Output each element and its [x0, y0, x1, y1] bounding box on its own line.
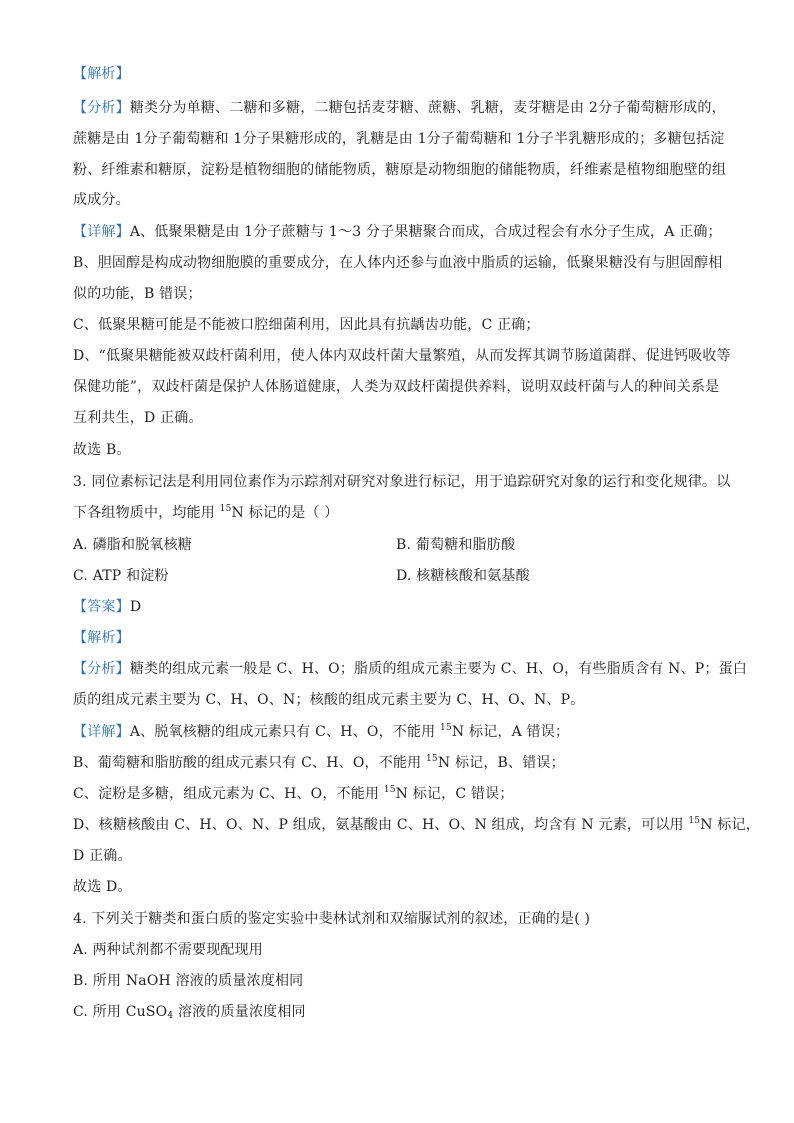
fenxi-tag: 【分析】 — [73, 661, 130, 677]
q3-xiangjie-d: D、核糖核酸由 C、H、O、N、P 组成，氨基酸由 C、H、O、N 组成，均含有 N 元素，可以用 $^{15}$N 标记， — [73, 816, 760, 833]
q2-analysis-heading: 【解析】 — [73, 66, 130, 82]
q3-analysis-heading: 【解析】 — [73, 630, 130, 646]
q2-xiangjie-line-4: C、低聚果糖可能是不能被口腔细菌利用，因此具有抗龋齿功能，C 正确； — [73, 317, 540, 333]
q3-xiangjie-a: 【详解】A、脱氧核糖的组成元素只有 C、H、O，不能用 $^{15}$N 标记，A 错误； — [73, 723, 570, 740]
q2-xiangjie-line-2: B、胆固醇是构成动物细胞膜的重要成分，在人体内还参与血液中脂质的运输，低聚果糖没有与胆固醇相 — [73, 255, 723, 271]
q3-option-a: A. 磷脂和脱氧核糖 — [73, 537, 193, 553]
q3-fenxi-line-2: 质的组成元素主要为 C、H、O、N；核酸的组成元素主要为 C、H、O、N、P。 — [73, 692, 585, 708]
q3-xiangjie-b: B、葡萄糖和脂肪酸的组成元素只有 C、H、O，不能用 $^{15}$N 标记，B、错误； — [73, 754, 565, 771]
q2-xiangjie-line-1: 【详解】A、低聚果糖是由 1分子蔗糖与 1～3 分子果糖聚合而成，合成过程会有水分子生成，A 正确； — [73, 224, 722, 240]
q3-option-b: B. 葡萄糖和脂肪酸 — [396, 537, 516, 553]
q2-fenxi-line-1: 【分析】糖类分为单糖、二糖和多糖，二糖包括麦芽糖、蔗糖、乳糖，麦芽糖是由 2分子葡萄糖形成的， — [73, 100, 726, 116]
q2-choose: 故选 B。 — [73, 442, 131, 458]
q3-xiangjie-c: C、淀粉是多糖，组成元素为 C、H、O，不能用 $^{15}$N 标记，C 错误； — [73, 785, 514, 802]
q4-stem: 4. 下列关于糖类和蛋白质的鉴定实验中斐林试剂和双缩脲试剂的叙述，正确的是( ) — [73, 911, 591, 927]
q2-fenxi-line-3: 粉、纤维素和糖原，淀粉是植物细胞的储能物质，糖原是动物细胞的储能物质，纤维素是植物细胞壁的组 — [73, 162, 727, 178]
q3-xiangjie-d-line-2: D 正确。 — [73, 848, 132, 864]
q2-fenxi-line-4: 成成分。 — [73, 192, 130, 208]
q2-xiangjie-line-6: 保健功能”，双歧杆菌是保护人体肠道健康，人类为双歧杆菌提供养料，说明双歧杆菌与人的种间关系是 — [73, 379, 720, 395]
q3-answer: 【答案】D — [73, 599, 142, 615]
q4-option-b: B. 所用 NaOH 溶液的质量浓度相同 — [73, 973, 304, 989]
answer-tag: 【答案】 — [73, 599, 130, 615]
xiangjie-tag: 【详解】 — [73, 224, 130, 240]
q3-option-c: C. ATP 和淀粉 — [73, 568, 169, 584]
q2-xiangjie-line-3: 似的功能，B 错误； — [73, 286, 202, 302]
q3-stem-line-2: 下各组物质中，均能用 $^{15}$N 标记的是（ ） — [73, 504, 339, 521]
q3-option-d: D. 核糖核酸和氨基酸 — [396, 568, 530, 584]
q3-stem-line-1: 3. 同位素标记法是利用同位素作为示踪剂对研究对象进行标记，用于追踪研究对象的运行和变化规律。以 — [73, 474, 731, 490]
q2-xiangjie-line-5: D、“低聚果糖能被双歧杆菌利用，使人体内双歧杆菌大量繁殖，从而发挥其调节肠道菌群、促进钙吸收等 — [73, 348, 731, 364]
q3-fenxi-line-1: 【分析】糖类的组成元素一般是 C、H、O；脂质的组成元素主要为 C、H、O，有些脂质含有 N、P；蛋白 — [73, 661, 748, 677]
q4-option-a: A. 两种试剂都不需要现配现用 — [73, 942, 264, 958]
q2-xiangjie-line-7: 互利共生，D 正确。 — [73, 410, 203, 426]
q4-option-c: C. 所用 CuSO$_4$ 溶液的质量浓度相同 — [73, 1004, 306, 1021]
q2-fenxi-line-2: 蔗糖是由 1分子葡萄糖和 1分子果糖形成的，乳糖是由 1分子葡萄糖和 1分子半乳糖形成的；多糖包括淀 — [73, 131, 725, 147]
fenxi-tag: 【分析】 — [73, 100, 130, 116]
q3-choose: 故选 D。 — [73, 879, 132, 895]
xiangjie-tag: 【详解】 — [73, 724, 130, 740]
